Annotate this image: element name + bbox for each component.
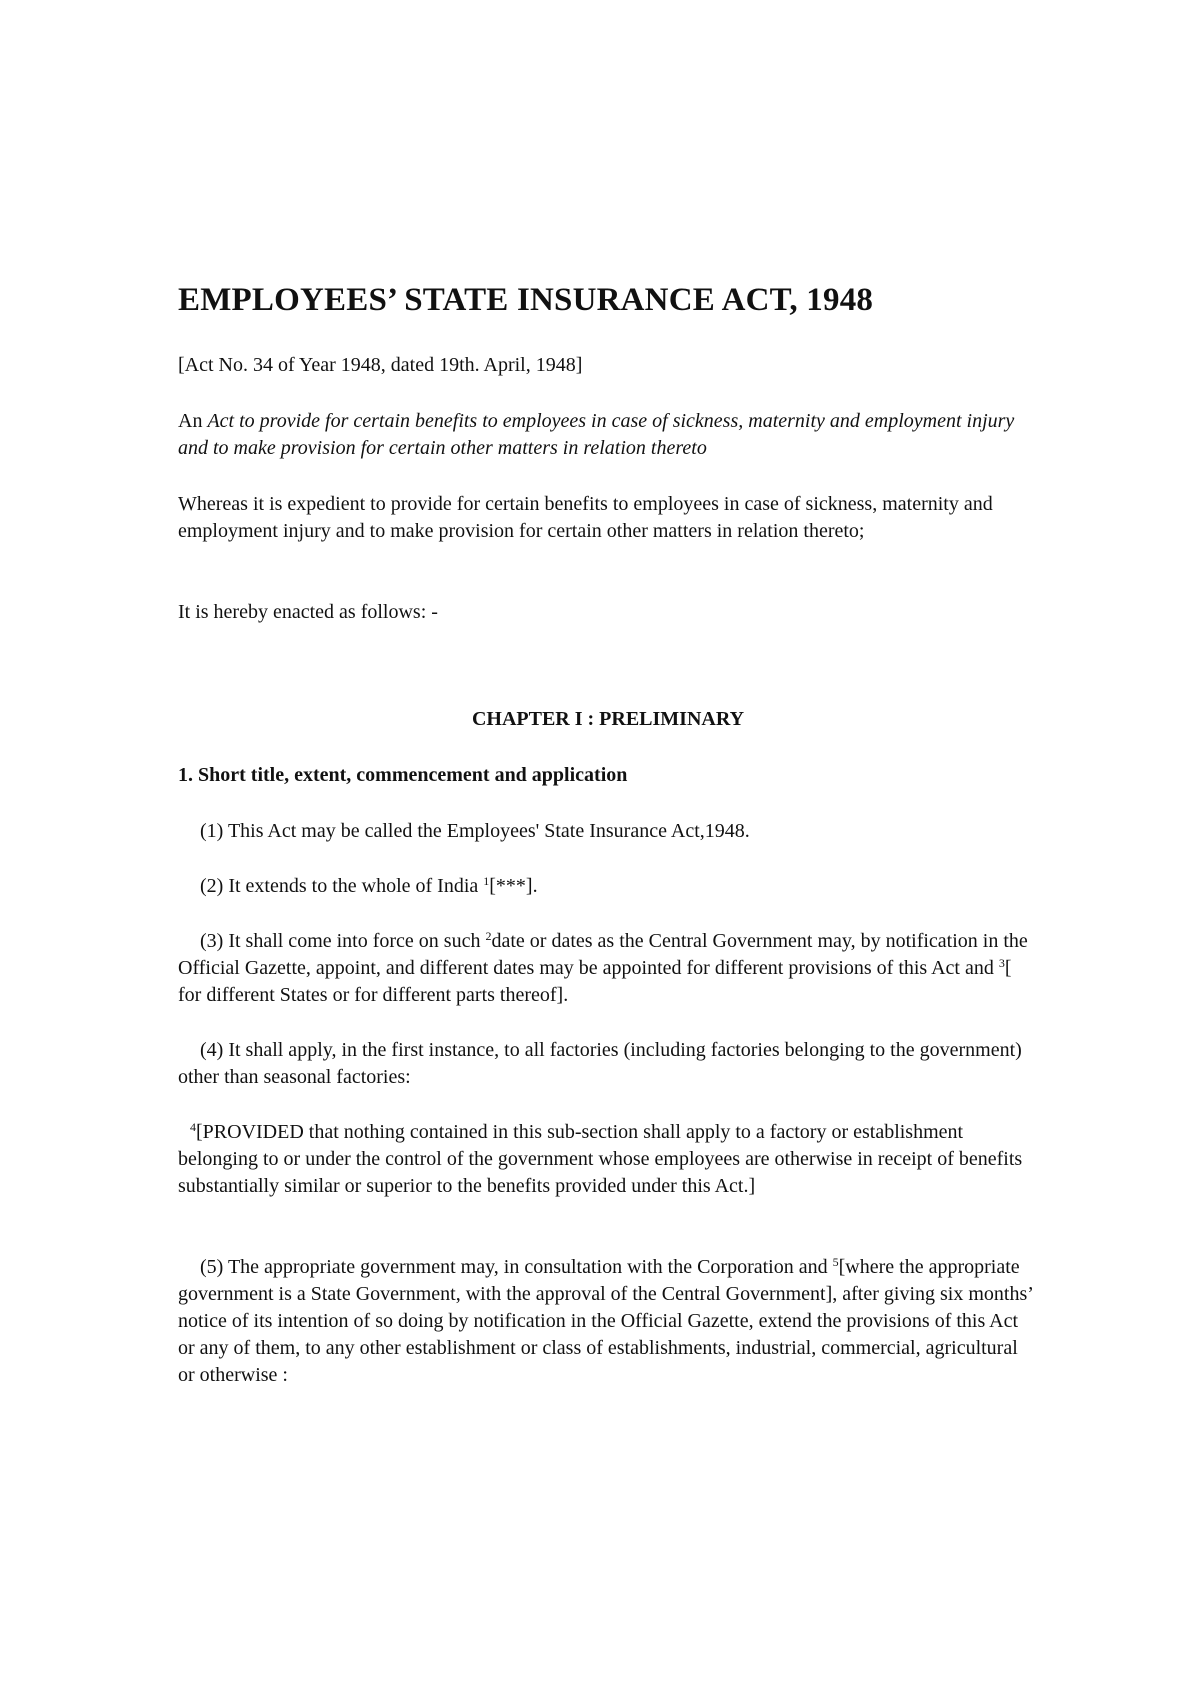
proviso — [178, 1119, 1038, 1200]
subsection-4: (4) It shall apply, in the first instance, to all factories (including factories belonging to the government) other than seasonal factories: — [178, 1039, 1022, 1088]
subsection-3-text-end: [ for different States or for different parts thereof]. — [178, 957, 1012, 1006]
subsection-3-text-mid: date or dates as the Central Government may, by notification in the Official Gazette, appoint, and different dates may be appointed for different provisions of this Act and — [178, 930, 1028, 979]
footnote-ref-2: 2 — [485, 929, 492, 943]
footnote-ref-4: 4 — [190, 1120, 196, 1134]
long-title-lead: An — [178, 410, 208, 432]
subsection-2-text-end: [***]. — [489, 875, 538, 897]
subsection-3-text: (3) It shall come into force on such — [200, 930, 486, 952]
long-title-italic: Act to provide for certain benefits to employees in case of sickness, maternity and employment injury and to make provision for certain other matters in relation thereto — [178, 410, 1015, 459]
footnote-ref-5: 5 — [832, 1255, 839, 1269]
subsection-5-text: (5) The appropriate government may, in consultation with the Corporation and — [200, 1256, 833, 1278]
subsection-2 — [178, 873, 1038, 900]
subsection-5-text-end: [where the appropriate government is a State Government, with the approval of the Central Government], after giving six months’ notice of its intention of so doing by notification in the Official Gazette, extend the provisions of this Act or any of them, to any other establishment or class of establishments, industrial, commercial, agricultural or otherwise : — [178, 1256, 1033, 1386]
subsection-5 — [178, 1254, 1038, 1389]
section-heading: 1. Short title, extent, commencement and application — [178, 764, 628, 786]
subsection-3 — [178, 928, 1038, 1009]
long-title — [178, 408, 1038, 462]
footnote-ref-3: 3 — [998, 956, 1005, 970]
act-reference: [Act No. 34 of Year 1948, dated 19th. April, 1948] — [178, 354, 583, 376]
chapter-heading: CHAPTER I : PRELIMINARY — [471, 708, 745, 730]
enactment-clause: It is hereby enacted as follows: - — [178, 601, 438, 623]
footnote-ref-1: 1 — [483, 874, 490, 888]
preamble: Whereas it is expedient to provide for certain benefits to employees in case of sickness, maternity and employment injury and to make provision for certain other matters in relation thereto; — [178, 493, 993, 542]
document-title: EMPLOYEES’ STATE INSURANCE ACT, 1948 — [178, 282, 874, 318]
subsection-1: (1) This Act may be called the Employees' State Insurance Act,1948. — [200, 820, 750, 842]
proviso-text: [PROVIDED that nothing contained in this sub-section shall apply to a factory or establishment belonging to or under the control of the government whose employees are otherwise in receipt of benefits substantially similar or superior to the benefits provided under this Act.] — [178, 1121, 1023, 1197]
subsection-2-text: (2) It extends to the whole of India — [200, 875, 484, 897]
